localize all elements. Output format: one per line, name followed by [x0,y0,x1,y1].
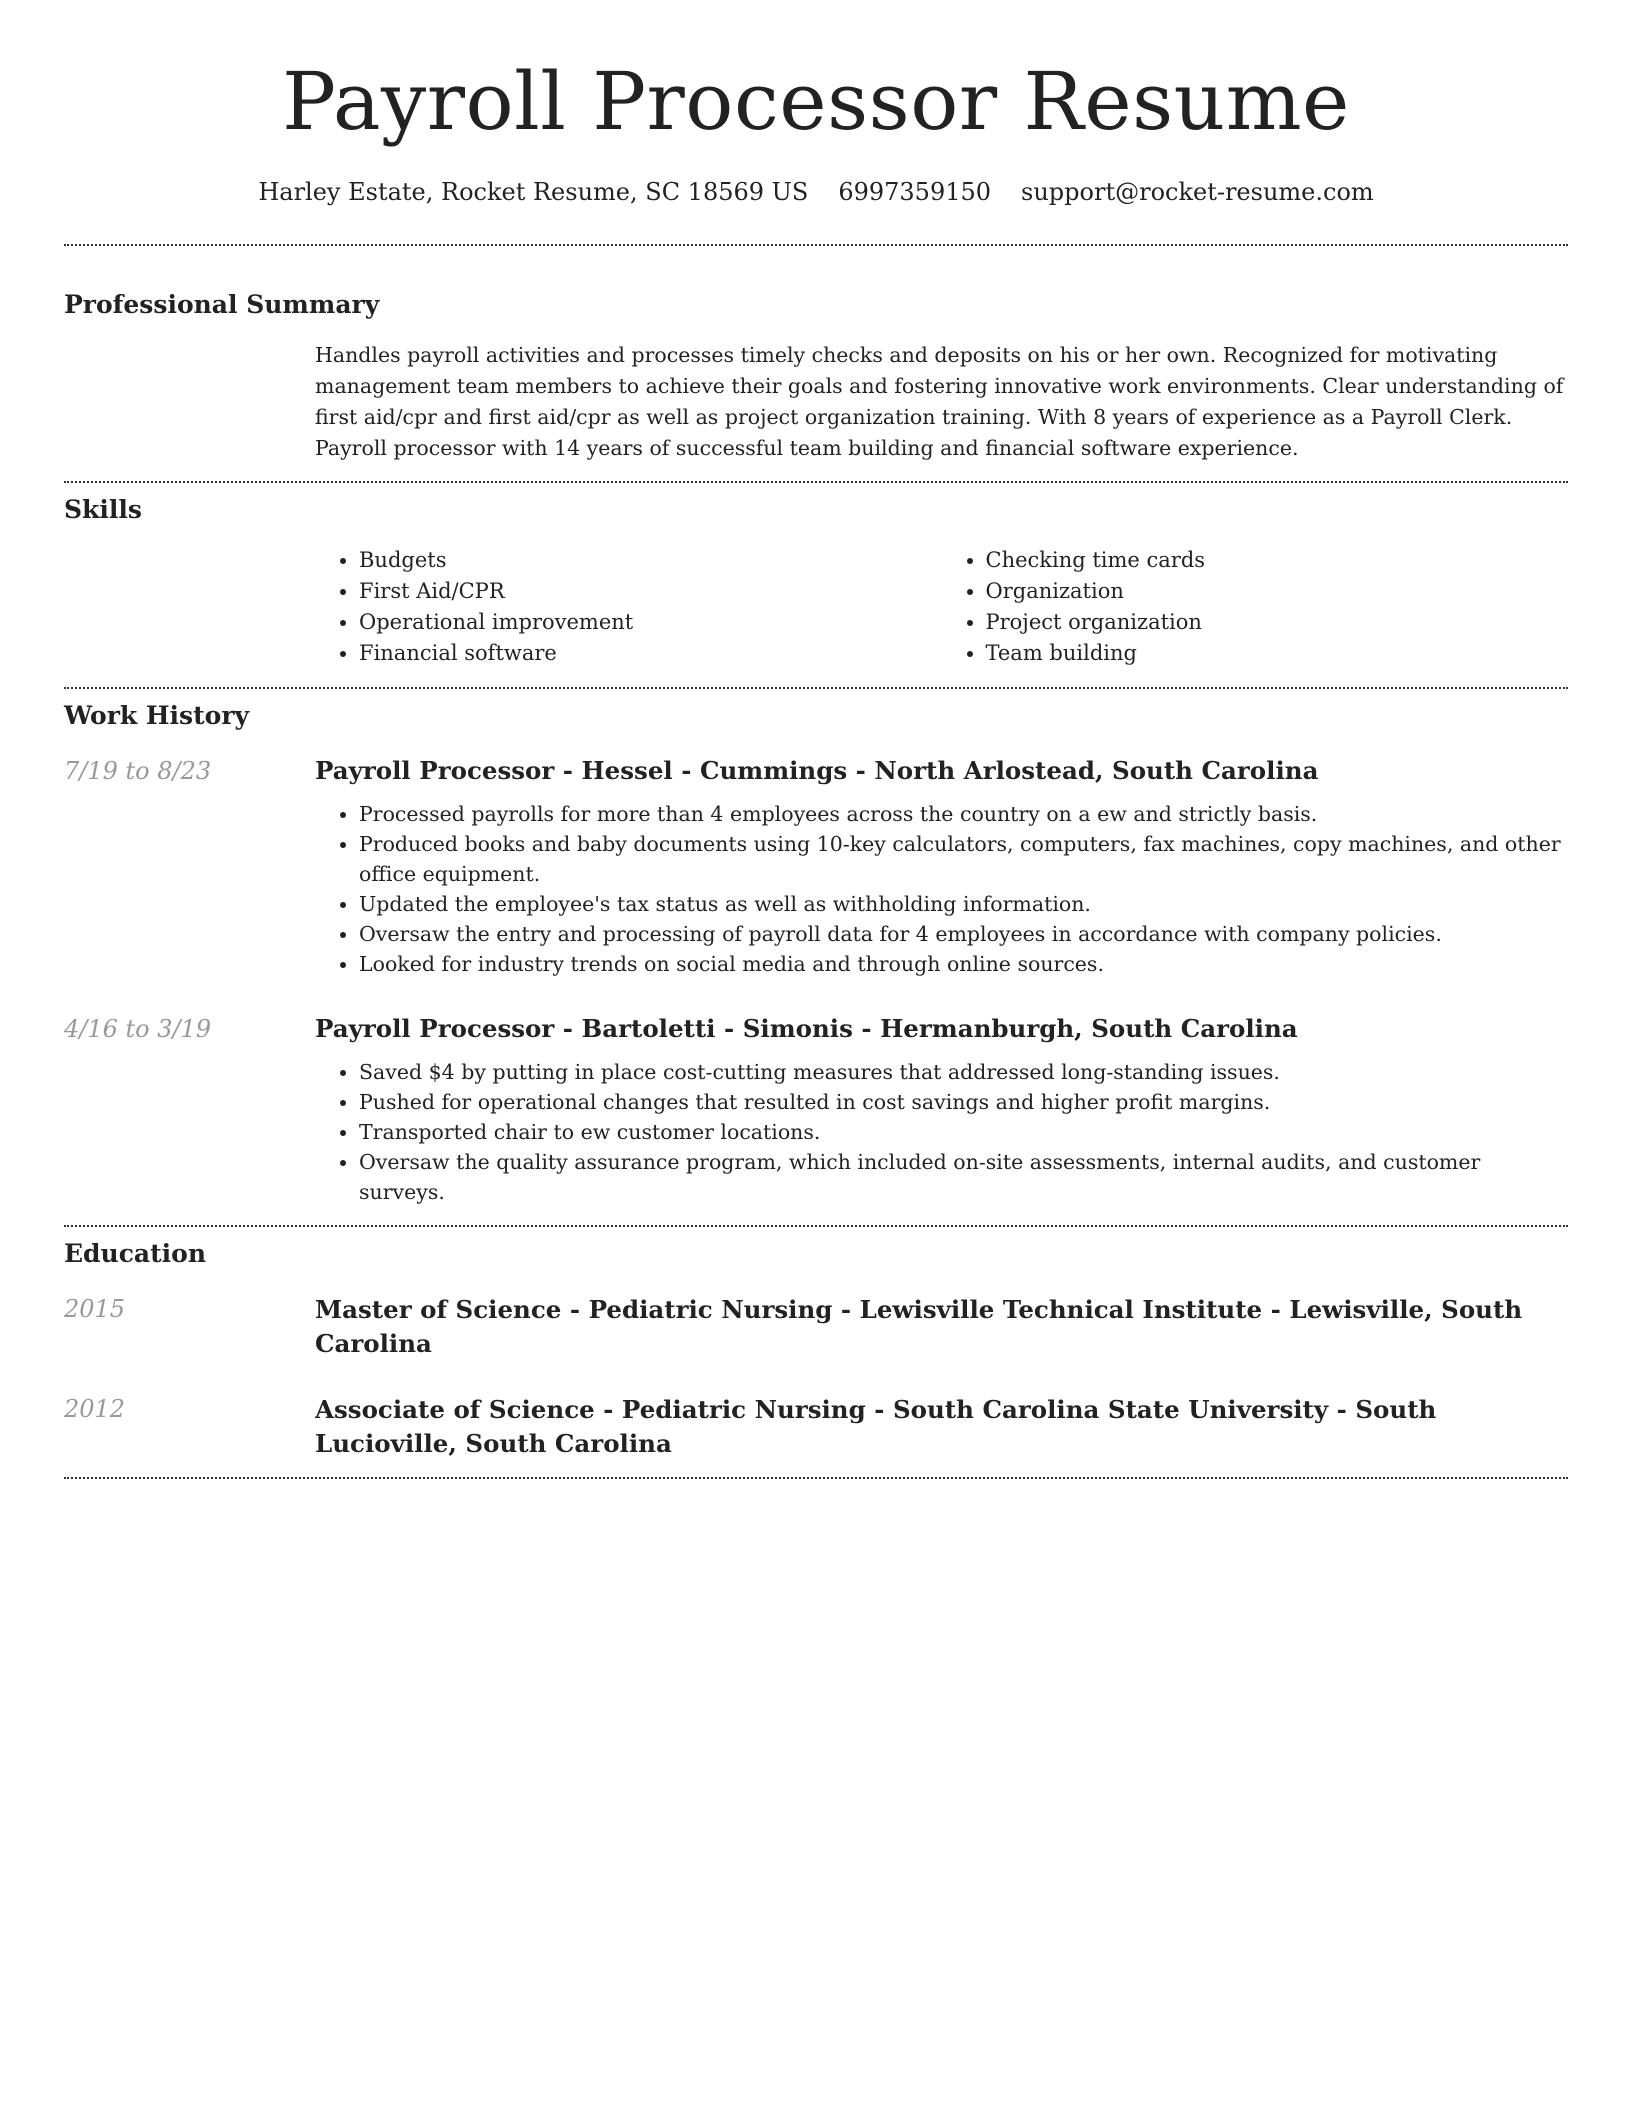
divider [64,481,1568,483]
skill-item: • Financial software [359,638,942,669]
divider [64,1225,1568,1227]
education-entry [64,1293,1568,1361]
skill-item: • Operational improvement [359,607,942,638]
skill-item: • Checking time cards [986,545,1569,576]
divider [64,1477,1568,1479]
skill-item: • Budgets [359,545,942,576]
skill-item: • Organization [986,576,1569,607]
education-title: Associate of Science - Pediatric Nursing - South Carolina State University - South Lucioville, South Carolina [315,1395,1437,1458]
job-bullet: • Oversaw the quality assurance program, which included on-site assessments, internal audits, and customer surveys. [359,1147,1568,1207]
job-entry [64,1013,1568,1207]
job-bullet: • Looked for industry trends on social media and through online sources. [359,949,1568,979]
job-bullets [315,799,1568,979]
skill-item: • Team building [986,638,1569,669]
skills-list-right [942,545,1569,669]
skill-item: • Project organization [986,607,1569,638]
job-title: Payroll Processor - Hessel - Cummings - North Arlostead, South Carolina [315,756,1319,785]
job-bullets [315,1057,1568,1207]
contact-line [64,176,1568,208]
section-heading-education: Education [64,1239,207,1268]
job-title: Payroll Processor - Bartoletti - Simonis - Hermanburgh, South Carolina [315,1014,1298,1043]
education-year: 2015 [64,1295,126,1323]
education-section [64,1237,1568,1461]
section-heading-work: Work History [64,701,250,730]
job-bullet: • Saved $4 by putting in place cost-cutting measures that addressed long-standing issues. [359,1057,1568,1087]
divider [64,687,1568,689]
skill-item: • First Aid/CPR [359,576,942,607]
summary-section [64,288,1568,464]
job-bullet: • Produced books and baby documents using 10-key calculators, computers, fax machines, copy machines, and other office equipment. [359,829,1568,889]
job-bullet: • Oversaw the entry and processing of payroll data for 4 employees in accordance with company policies. [359,919,1568,949]
job-bullet: • Pushed for operational changes that resulted in cost savings and higher profit margins. [359,1087,1568,1117]
contact-email: support@rocket-resume.com [1021,178,1374,206]
job-bullet: • Updated the employee's tax status as well as withholding information. [359,889,1568,919]
job-bullet: • Processed payrolls for more than 4 employees across the country on a ew and strictly basis. [359,799,1568,829]
job-dates: 4/16 to 3/19 [64,1015,212,1043]
work-history-section [64,699,1568,1207]
skills-section [64,493,1568,669]
section-heading-summary: Professional Summary [64,290,380,319]
divider [64,244,1568,246]
contact-phone: 6997359150 [838,178,992,206]
section-heading-skills: Skills [64,495,142,524]
education-entry [64,1393,1568,1461]
resume-title: Payroll Processor Resume [282,55,1350,148]
education-year: 2012 [64,1395,126,1423]
contact-address: Harley Estate, Rocket Resume, SC 18569 US [258,178,809,206]
job-entry [64,755,1568,979]
job-dates: 7/19 to 8/23 [64,757,212,785]
summary-text: Handles payroll activities and processes timely checks and deposits on his or her own. Recognized for motivating management team members to achieve their goals and fostering innovative work environments. Clear understanding of first aid/cpr and first aid/cpr as well as project organization training. With 8 years of experience as a Payroll Clerk. Payroll processor with 14 years of successful team building and financial software experience. [315,343,1564,460]
skills-list-left [315,545,942,669]
education-title: Master of Science - Pediatric Nursing - Lewisville Technical Institute - Lewisville, South Carolina [315,1295,1523,1358]
job-bullet: • Transported chair to ew customer locations. [359,1117,1568,1147]
